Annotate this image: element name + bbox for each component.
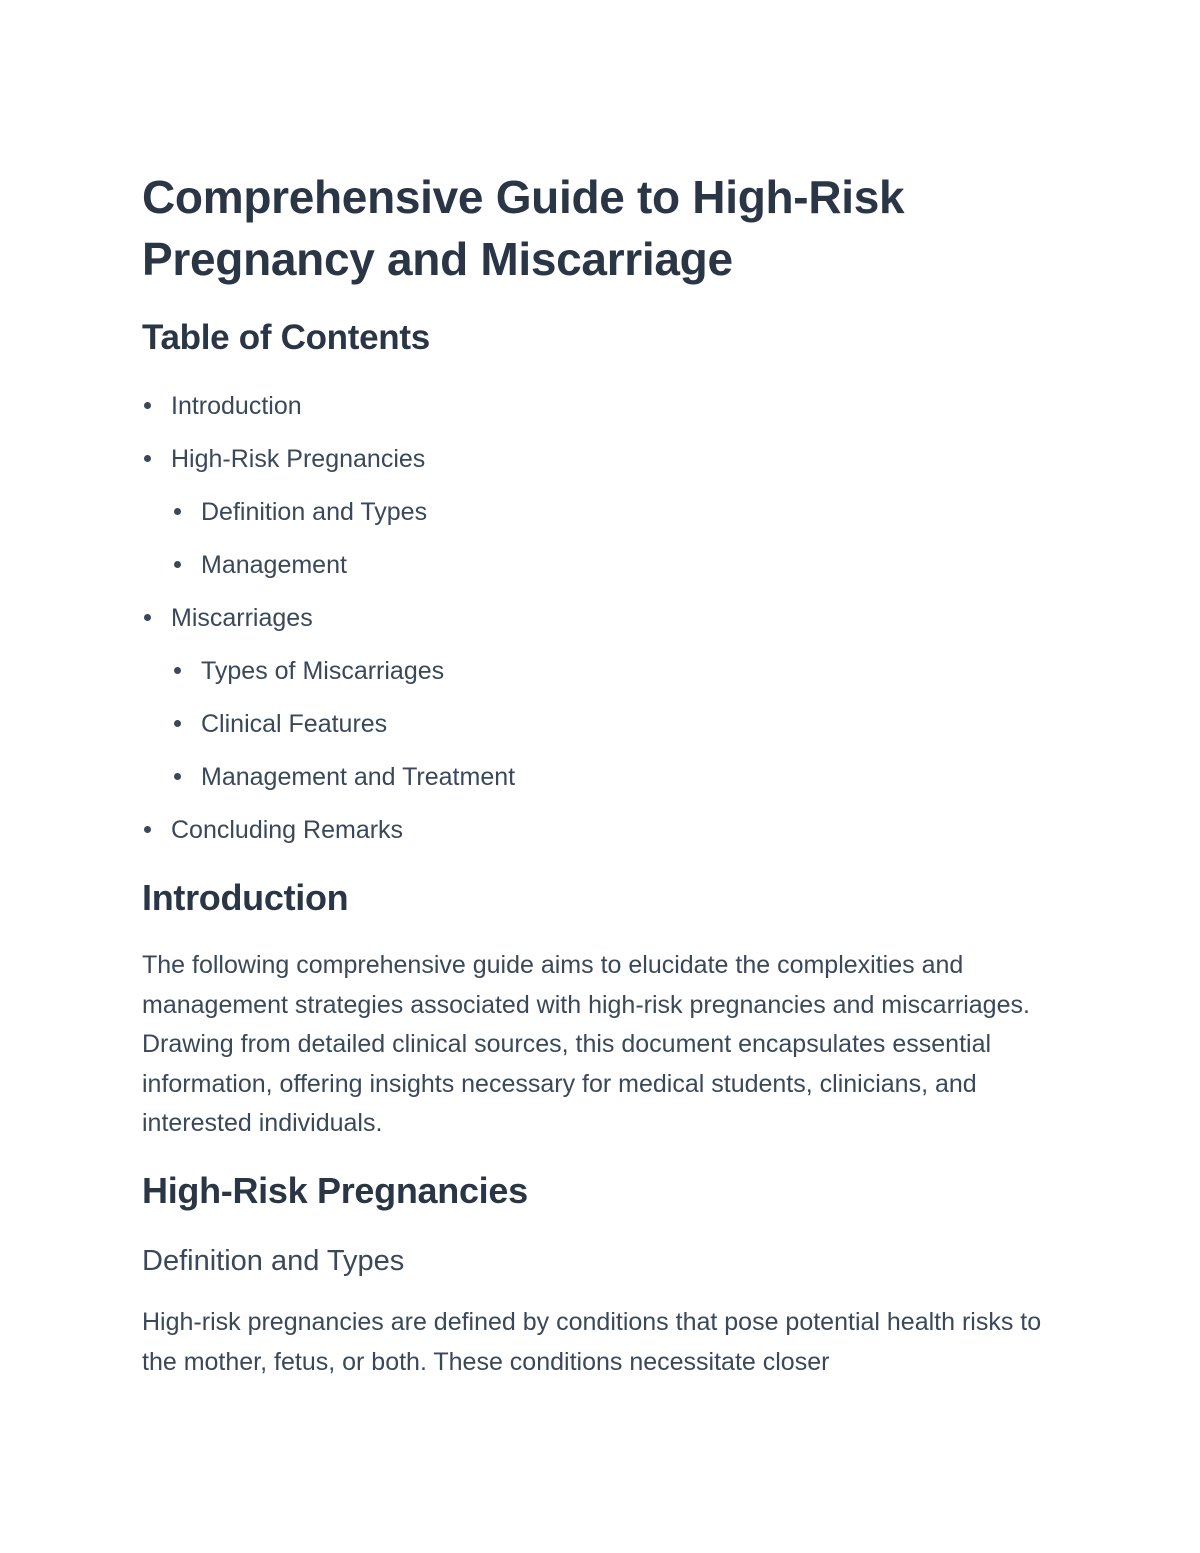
bullet-icon: [144, 614, 151, 621]
toc-item-label: Management: [201, 551, 347, 579]
toc-item[interactable]: [142, 438, 515, 491]
toc-item-label: Clinical Features: [201, 710, 388, 738]
toc-item-label: Definition and Types: [201, 498, 428, 526]
introduction-heading: Introduction: [142, 877, 349, 918]
toc-item-label: Concluding Remarks: [171, 816, 404, 844]
toc-item-label: High-Risk Pregnancies: [171, 445, 426, 473]
toc-item-label: Management and Treatment: [201, 763, 516, 791]
toc-item[interactable]: [142, 703, 515, 756]
bullet-icon: [174, 561, 181, 568]
toc-item[interactable]: [142, 385, 515, 438]
definition-and-types-subheading: Definition and Types: [142, 1245, 405, 1277]
bullet-icon: [174, 773, 181, 780]
bullet-icon: [144, 455, 151, 462]
table-of-contents: [142, 385, 515, 862]
toc-item-label: Introduction: [171, 392, 302, 420]
introduction-paragraph: The following comprehensive guide aims to elucidate the complexities and management strategies associated with high-risk pregnancies and miscarriages. Drawing from detailed clinical sources, this document encapsulates essential information, offering insights necessary for medical students, clinicians, and interested individuals.: [142, 951, 1030, 1137]
bullet-icon: [174, 667, 181, 674]
page-title: Comprehensive Guide to High-Risk Pregnancy and Miscarriage: [142, 171, 905, 285]
definition-paragraph: High-risk pregnancies are defined by conditions that pose potential health risks to the mother, fetus, or both. These conditions necessitate closer: [142, 1308, 1042, 1376]
bullet-icon: [144, 826, 151, 833]
bullet-icon: [144, 402, 151, 409]
toc-item-label: Miscarriages: [171, 604, 313, 632]
toc-item[interactable]: [142, 597, 515, 650]
toc-item[interactable]: [142, 650, 515, 703]
toc-item-label: Types of Miscarriages: [201, 657, 445, 685]
toc-item[interactable]: [142, 756, 515, 809]
toc-item[interactable]: [142, 809, 515, 862]
toc-item[interactable]: [142, 544, 515, 597]
toc-item[interactable]: [142, 491, 515, 544]
toc-heading: Table of Contents: [142, 318, 430, 357]
bullet-icon: [174, 508, 181, 515]
high-risk-pregnancies-heading: High-Risk Pregnancies: [142, 1170, 528, 1211]
bullet-icon: [174, 720, 181, 727]
